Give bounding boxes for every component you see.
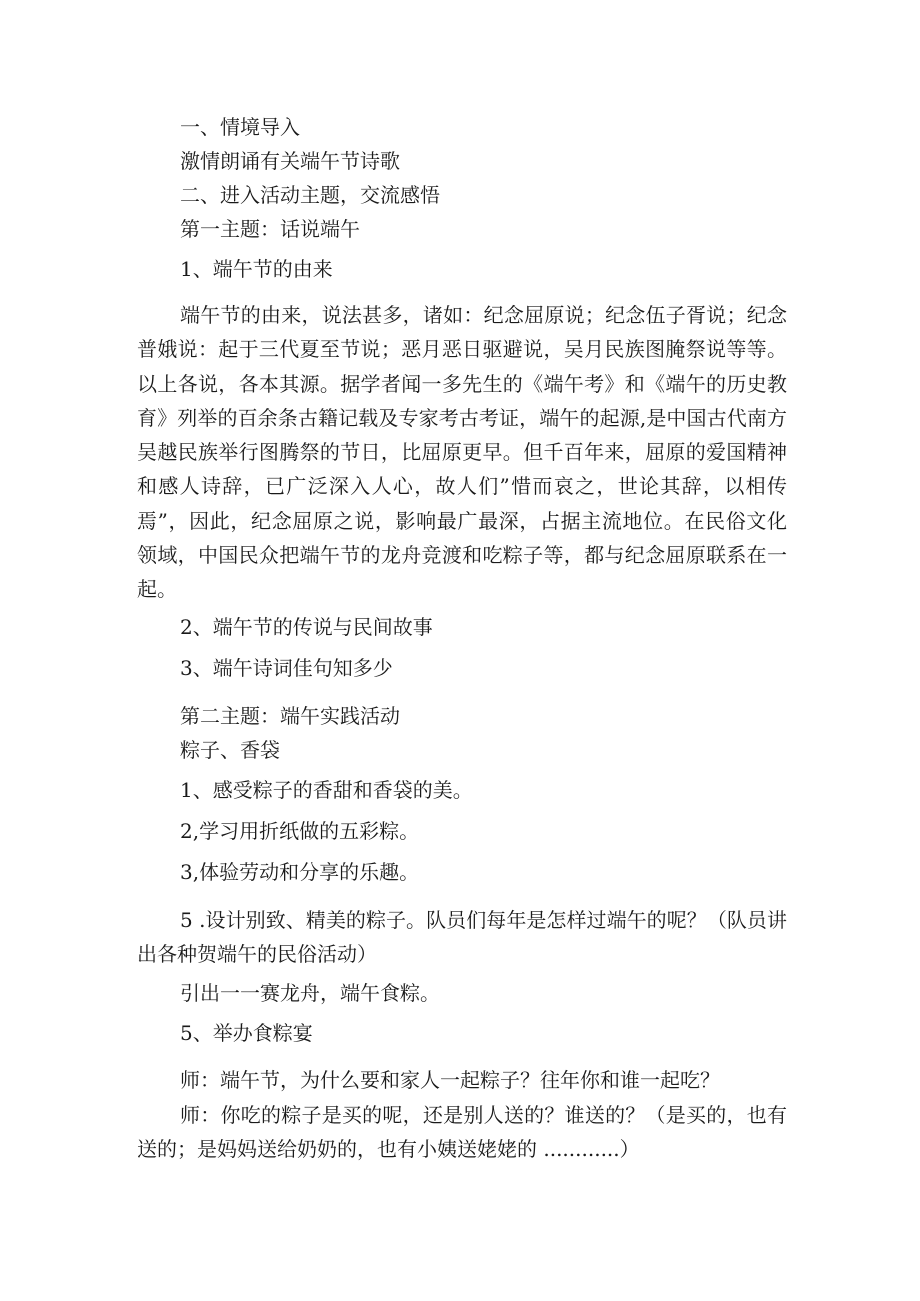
- theme-one-item-legends: 2、端午节的传说与民间故事: [180, 615, 433, 639]
- zongzi-sachet-line: 粽子、香袋: [180, 738, 280, 762]
- zongzi-feast-line: 5、举办食粽宴: [180, 1021, 313, 1045]
- theme-two-item-2: 2,学习用折纸做的五彩粽。: [180, 819, 420, 843]
- poem-recitation-line: 激情朗诵有关端午节诗歌: [180, 149, 400, 173]
- theme-two-item-1: 1、感受粽子的香甜和香袋的美。: [180, 778, 473, 802]
- theme-one-heading: 第一主题：话说端午: [180, 217, 360, 241]
- theme-two-item-3: 3,体验劳动和分享的乐趣。: [180, 860, 420, 884]
- theme-two-heading: 第二主题：端午实践活动: [180, 704, 400, 728]
- section-heading-situation-intro: 一、情境导入: [180, 115, 300, 139]
- theme-two-item-5-paragraph: 5 .设计别致、精美的粽子。队员们每年是怎样过端午的呢？（队员讲出各种贺端午的民俗活动）: [137, 908, 787, 967]
- section-heading-activity-theme: 二、进入活动主题，交流感悟: [180, 183, 440, 207]
- teacher-question-1: 师：端午节，为什么要和家人一起粽子？往年你和谁一起吃？: [180, 1068, 720, 1092]
- theme-one-item-poems: 3、端午诗词佳句知多少: [180, 656, 393, 680]
- dragon-boat-line: 引出一一赛龙舟，端午食粽。: [180, 981, 440, 1005]
- teacher-question-2-paragraph: 师：你吃的粽子是买的呢，还是别人送的？谁送的？（是买的，也有送的；是妈妈送给奶奶的，也有小姨送姥姥的 ............）: [137, 1103, 787, 1162]
- theme-one-item-origin: 1、端午节的由来: [180, 257, 333, 281]
- origin-paragraph: 端午节的由来，说法甚多，诸如：纪念屈原说；纪念伍子胥说；纪念普娥说：起于三代夏至节说；恶月恶日驱避说，吴月民族图腌祭说等等。以上各说，各本其源。据学者闻一多先生的《端午考》和《端午的历史教育》列举的百余条古籍记载及专家考古考证，端午的起源,是中国古代南方吴越民族举行图腾祭的节日，比屈原更早。但千百年来，屈原的爱国精神和感人诗辞，已广泛深入人心，故人们”惜而哀之，世论其辞，以相传焉”，因此，纪念屈原之说，影响最广最深，占据主流地位。在民俗文化领域，中国民众把端午节的龙舟竞渡和吃粽子等，都与纪念屈原联系在一起。: [137, 303, 787, 602]
